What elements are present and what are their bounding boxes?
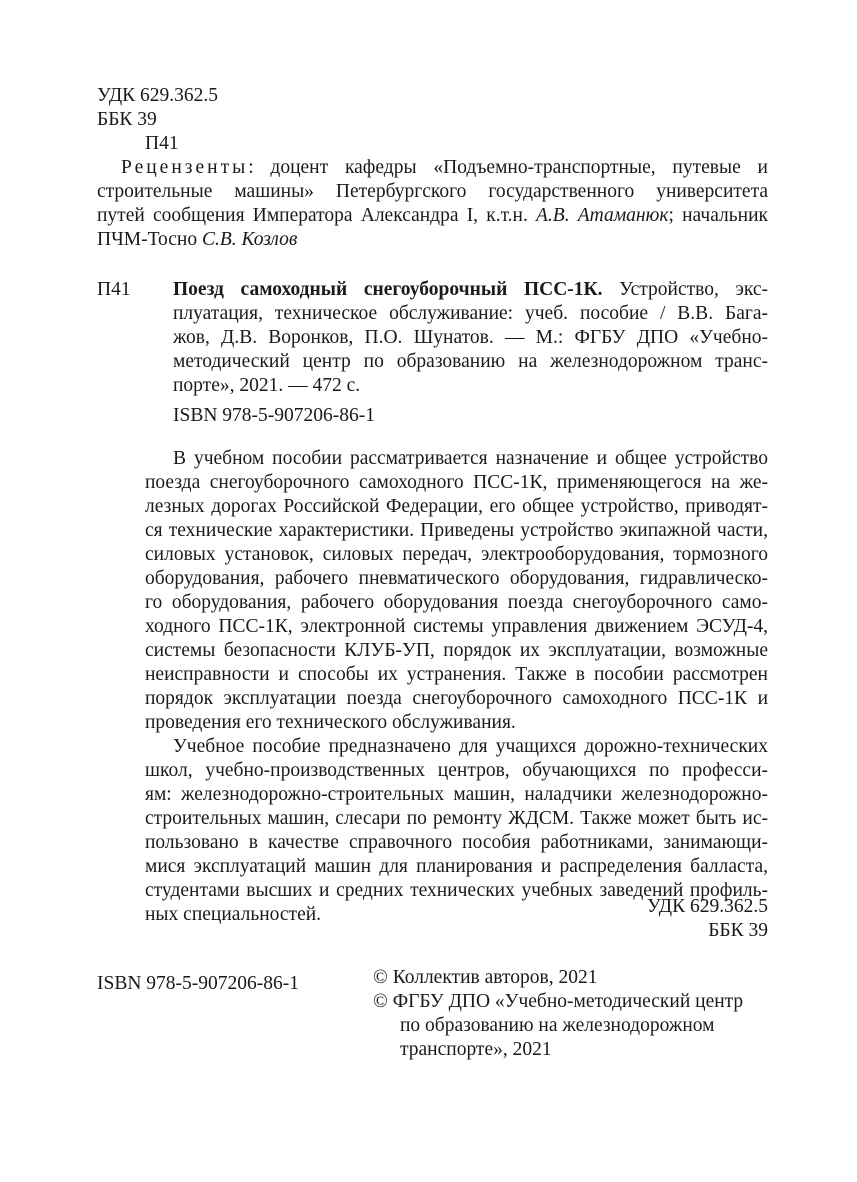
- abstract-line: В учебном пособии рассматривается назначение и общее устройство: [173, 448, 768, 469]
- bottom-udk: УДК 629.362.5: [646, 896, 768, 917]
- abstract: [145, 447, 768, 927]
- bib-line-3: жов, Д.В. Воронков, П.О. Шунатов. — М.: ФГБУ ДПО «Учебно-: [173, 327, 768, 348]
- bib-line-5: порте», 2021. — 472 с.: [173, 375, 361, 396]
- abstract-paragraph-1: [145, 447, 768, 735]
- copyright-authors: © Коллектив авторов, 2021: [373, 967, 598, 988]
- abstract-line: ных специальностей.: [145, 904, 322, 925]
- footer-isbn: ISBN 978-5-907206-86-1: [97, 973, 300, 994]
- abstract-line: проведения его технического обслуживания.: [145, 712, 516, 733]
- bbk-code: ББК 39: [97, 109, 157, 130]
- udk-code: УДК 629.362.5: [97, 85, 219, 106]
- abstract-line: лезных дорогах Российской Федерации, его общее устройство, приводят-: [145, 496, 768, 517]
- bib-record: [173, 278, 768, 398]
- reviewers-line-2: строительные машины» Петербургского государственного университета: [97, 181, 768, 202]
- abstract-line: ся технические характеристики. Приведены устройство экипажной части,: [145, 520, 768, 541]
- bib-line-1: Поезд самоходный снегоуборочный ПСС-1К. Устройство, экс-: [173, 279, 769, 300]
- abstract-line: порядок эксплуатации поезда снегоуборочного самоходного ПСС-1К и: [145, 688, 768, 709]
- abstract-line: го оборудования, рабочего оборудования поезда снегоуборочного само-: [145, 592, 768, 613]
- reviewers-block: [97, 156, 768, 252]
- copyright-publisher-line: © ФГБУ ДПО «Учебно-методический центр: [373, 991, 744, 1012]
- reviewer-name-1: А.В. Атаманюк: [536, 205, 669, 226]
- bib-isbn: ISBN 978-5-907206-86-1: [173, 405, 376, 426]
- reviewers-line-3: путей сообщения Императора Александра I, к.т.н. А.В. Атаманюк; начальник: [97, 205, 768, 226]
- copyright-block: [373, 966, 743, 1062]
- copyright-publisher-line: транспорте», 2021: [400, 1039, 552, 1060]
- abstract-line: школ, учебно-производственных центров, обучающихся по професси-: [145, 760, 768, 781]
- reviewer-name-2: С.В. Козлов: [201, 229, 298, 250]
- abstract-line: поезда снегоуборочного самоходного ПСС-1К, применяющегося на же-: [145, 472, 768, 493]
- abstract-line: строительных машин, слесари по ремонту ЖДСМ. Также может быть ис-: [145, 808, 768, 829]
- abstract-line: студентами высших и средних технических учебных заведений профиль-: [145, 880, 768, 901]
- book-title: Поезд самоходный снегоуборочный ПСС-1К.: [173, 279, 603, 300]
- reviewers-label: Рецензенты: [121, 157, 249, 178]
- bottom-bbk: ББК 39: [708, 920, 768, 941]
- copyright-publisher-line: по образованию на железнодорожном: [400, 1015, 715, 1036]
- abstract-line: ходного ПСС-1К, электронной системы управления движением ЭСУД-4,: [145, 616, 768, 637]
- abstract-line: оборудования, рабочего пневматического оборудования, гидравлическо-: [145, 568, 768, 589]
- reviewers-line-4: ПЧМ-Тосно С.В. Козлов: [97, 229, 298, 250]
- abstract-line: пользовано в качестве справочного пособия работниками, занимающи-: [145, 832, 768, 853]
- abstract-line: ям: железнодорожно-строительных машин, наладчики железнодорожно-: [145, 784, 768, 805]
- abstract-line: силовых установок, силовых передач, электрооборудования, тормозного: [145, 544, 768, 565]
- abstract-line: системы безопасности КЛУБ-УП, порядок их эксплуатации, возможные: [145, 640, 768, 661]
- abstract-line: мися эксплуатаций машин для планирования и распределения балласта,: [145, 856, 768, 877]
- bib-line-2: плуатация, техническое обслуживание: учеб. пособие / В.В. Бага-: [173, 303, 768, 324]
- author-code: П41: [145, 133, 179, 154]
- bib-line-4: методический центр по образованию на железнодорожном транс-: [173, 351, 768, 372]
- abstract-line: неисправности и способы их устранения. Также в пособии рассмотрен: [145, 664, 768, 685]
- abstract-line: Учебное пособие предназначено для учащихся дорожно-технических: [173, 736, 768, 757]
- reviewers-line-1: Рецензенты: доцент кафедры «Подъемно-транспортные, путевые и: [121, 157, 768, 178]
- bib-code: П41: [97, 279, 131, 300]
